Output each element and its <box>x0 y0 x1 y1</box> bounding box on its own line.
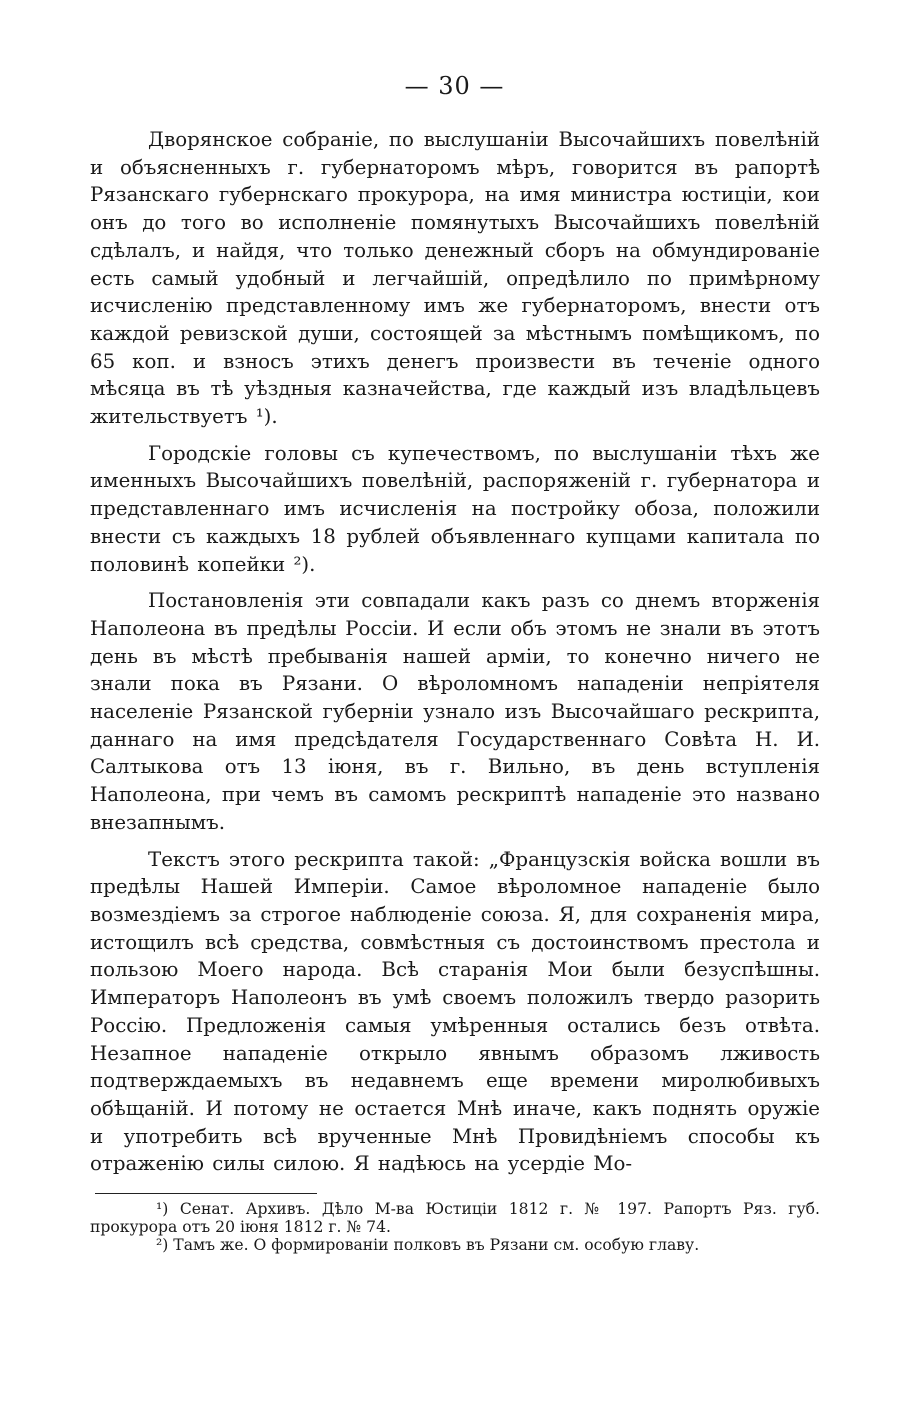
paragraph-rescript-text: Текстъ этого рескрипта такой: „Французскія войска вошли въ предѣлы Нашей Имперіи. Самое вѣроломное нападеніе было возмездіемъ за строгое наблюденіе союза. Я, для сохраненія мира, истощилъ всѣ средства, совмѣстныя съ достоинствомъ престола и пользою Моего народа. Всѣ старанія Мои были безуспѣшны. Императоръ Наполеонъ въ умѣ своемъ положилъ твердо разорить Россію. Предложенія самыя умѣренныя остались безъ отвѣта. Незапное нападеніе открыло явнымъ образомъ лживость подтверждаемыхъ въ недавнемъ еще времени миролюбивыхъ обѣщаній. И потому не остается Мнѣ иначе, какъ поднять оружіе и употребить всѣ врученные Мнѣ Провидѣніемъ способы къ отраженію силы силою. Я надѣюсь на усердіе Мо- <box>90 847 820 1176</box>
footnote-2: ²) Тамъ же. О формированіи полковъ въ Рязани см. особую главу. <box>156 1236 700 1254</box>
body-text <box>90 126 820 1187</box>
footnotes <box>90 1200 820 1254</box>
footnote-divider <box>95 1193 317 1194</box>
paragraph-nobility-assembly: Дворянское собраніе, по выслушаніи Высочайшихъ повелѣній и объясненныхъ г. губернаторомъ мѣръ, говорится въ рапортѣ Рязанскаго губернскаго прокурора, на имя министра юстиціи, кои онъ до того во исполненіе помянутыхъ Высочайшихъ повелѣній сдѣлалъ, и найдя, что только денежный сборъ на обмундированіе есть самый удобный и легчайшій, опредѣлило по примѣрному исчисленію представленному имъ же губернаторомъ, внести отъ каждой ревизской души, состоящей за мѣстнымъ помѣщикомъ, по 65 коп. и взносъ этихъ денегъ произвести въ теченіе одного мѣсяца въ тѣ уѣздныя казначейства, где каждый изъ владѣльцевъ жительствуетъ ¹). <box>90 128 820 429</box>
page-number: — 30 — <box>404 72 505 100</box>
paragraph-city-heads: Городскіе головы съ купечествомъ, по выслушаніи тѣхъ же именныхъ Высочайшихъ повелѣній, распоряженій г. губернатора и представленнаго имъ исчисленія на постройку обоза, положили внести съ каждыхъ 18 рублей объявленнаго купцами капитала по половинѣ копейки ²). <box>90 441 820 576</box>
footnote-1: ¹) Сенат. Архивъ. Дѣло М-ва Юстиціи 1812 г. № 197. Рапортъ Ряз. губ. прокурора отъ 20 іюня 1812 г. № 74. <box>90 1200 820 1236</box>
paragraph-napoleon-invasion: Постановленія эти совпадали какъ разъ со днемъ вторженія Наполеона въ предѣлы Россіи. И если объ этомъ не знали въ этотъ день въ мѣстѣ пребыванія нашей арміи, то конечно ничего не знали пока въ Рязани. О вѣроломномъ нападеніи непріятеля населеніе Рязанской губерніи узнало изъ Высочайшаго рескрипта, даннаго на имя предсѣдателя Государственнаго Совѣта Н. И. Салтыкова отъ 13 іюня, въ г. Вильно, въ день вступленія Наполеона, при чемъ въ самомъ рескриптѣ нападеніе это названо внезапнымъ. <box>90 589 820 834</box>
